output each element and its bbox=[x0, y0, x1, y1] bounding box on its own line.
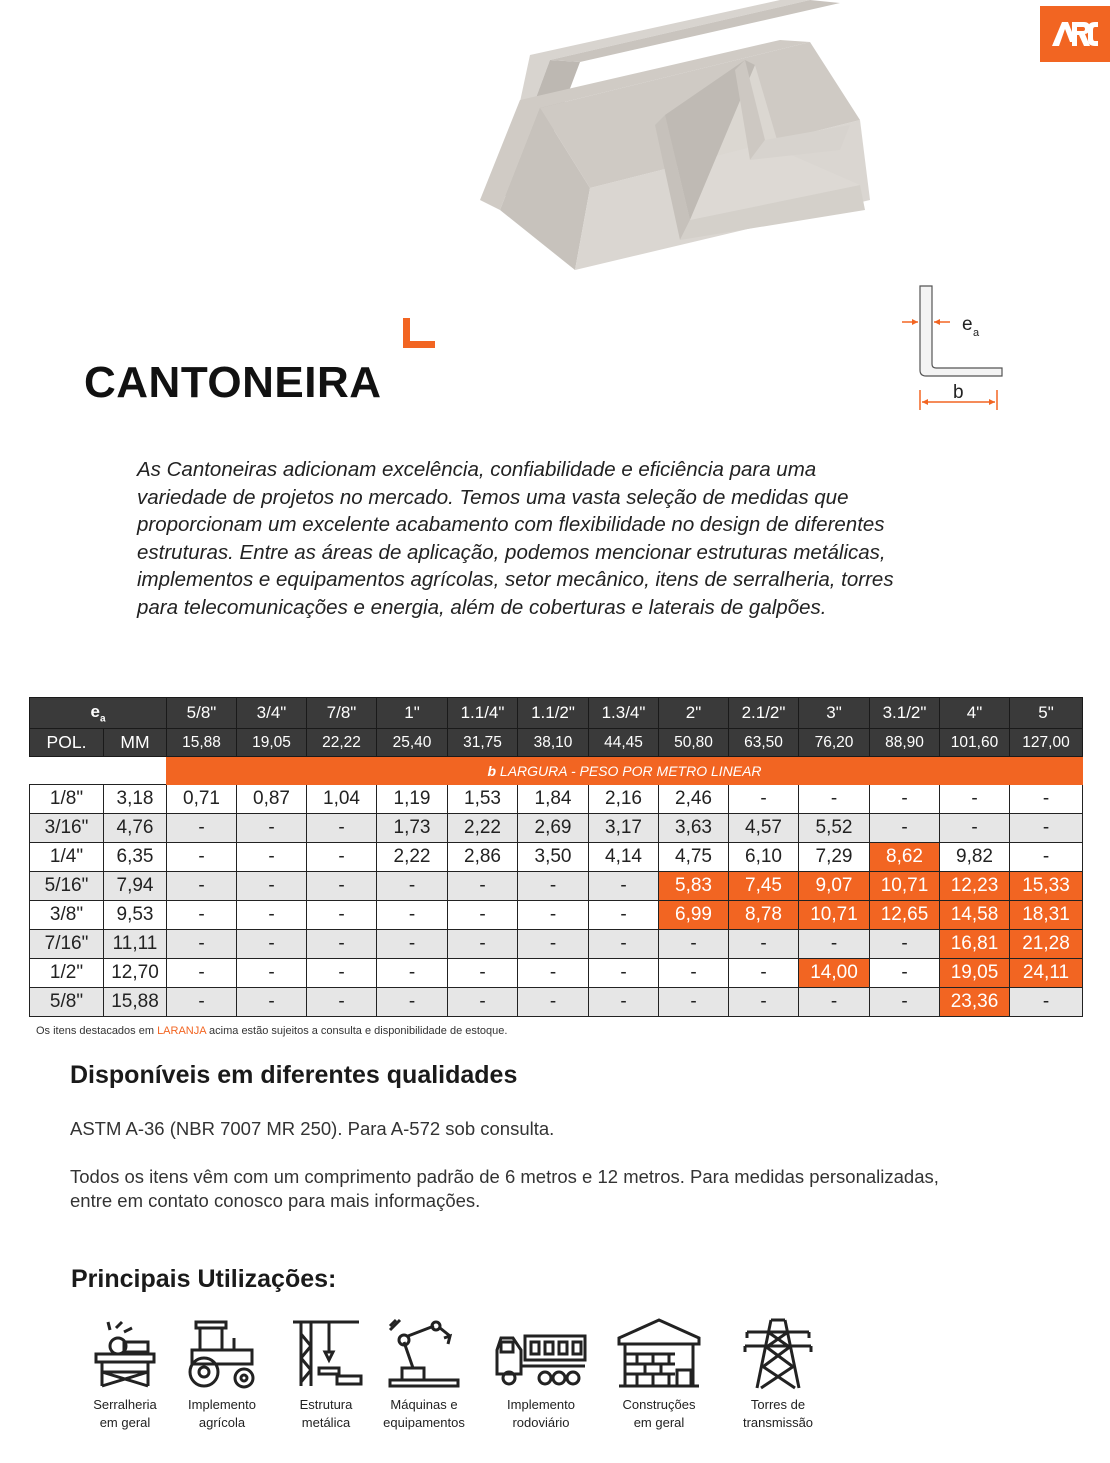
width-inch-header: 5/8" bbox=[167, 698, 237, 729]
width-inch-header: 1" bbox=[377, 698, 448, 729]
use-label: Máquinas e equipamentos bbox=[383, 1397, 465, 1430]
use-item-construcoes bbox=[599, 1316, 719, 1432]
width-mm-header: 50,80 bbox=[659, 729, 729, 757]
l-shape-icon bbox=[403, 318, 435, 348]
thickness-pol-cell: 5/8" bbox=[30, 988, 104, 1017]
header-row-band bbox=[30, 757, 1083, 785]
use-label: Torres de transmissão bbox=[742, 1397, 814, 1430]
weight-cell: 9,82 bbox=[940, 843, 1010, 872]
weight-cell: - bbox=[237, 988, 307, 1017]
weight-cell: - bbox=[589, 930, 659, 959]
width-inch-header: 4" bbox=[940, 698, 1010, 729]
weight-cell: - bbox=[1010, 785, 1083, 814]
weight-cell: - bbox=[167, 988, 237, 1017]
weight-cell: - bbox=[589, 901, 659, 930]
thickness-mm-cell: 3,18 bbox=[104, 785, 167, 814]
width-inch-header: 1.1/4" bbox=[448, 698, 518, 729]
thickness-pol-cell: 1/4" bbox=[30, 843, 104, 872]
weight-cell: 1,19 bbox=[377, 785, 448, 814]
thickness-pol-cell: 1/2" bbox=[30, 959, 104, 988]
use-item-maquinas bbox=[364, 1316, 484, 1432]
weight-cell: - bbox=[167, 872, 237, 901]
width-inch-header: 7/8" bbox=[307, 698, 377, 729]
weight-cell: - bbox=[589, 872, 659, 901]
weight-cell-highlighted: 24,11 bbox=[1010, 959, 1083, 988]
qualities-length-info: Todos os itens vêm com um comprimento padrão de 6 metros e 12 metros. Para medidas personalizadas, entre em contato conosco para mais informações. bbox=[70, 1166, 939, 1211]
weight-cell: - bbox=[1010, 843, 1083, 872]
thickness-header: $e_a$ bbox=[30, 698, 167, 729]
weight-cell: - bbox=[799, 988, 870, 1017]
weight-cell: - bbox=[377, 988, 448, 1017]
weight-cell: - bbox=[518, 930, 589, 959]
weight-cell: - bbox=[307, 814, 377, 843]
width-mm-header: 88,90 bbox=[870, 729, 940, 757]
weight-cell: - bbox=[237, 930, 307, 959]
weight-cell: - bbox=[307, 901, 377, 930]
weight-cell: 4,75 bbox=[659, 843, 729, 872]
weight-cell-highlighted: 23,36 bbox=[940, 988, 1010, 1017]
weight-cell: - bbox=[518, 901, 589, 930]
use-item-torres bbox=[718, 1316, 838, 1432]
weight-cell-highlighted: 9,07 bbox=[799, 872, 870, 901]
robot-arm-icon bbox=[386, 1316, 462, 1390]
thickness-header-sub: a bbox=[99, 713, 106, 725]
weight-cell: 4,57 bbox=[729, 814, 799, 843]
thickness-mm-cell: 7,94 bbox=[104, 872, 167, 901]
weight-cell: - bbox=[448, 901, 518, 930]
table-row bbox=[30, 814, 1083, 843]
note-highlight: LARANJA bbox=[157, 1025, 206, 1037]
weight-cell-highlighted: 19,05 bbox=[940, 959, 1010, 988]
width-mm-header: 15,88 bbox=[167, 729, 237, 757]
note-text-end: acima estão sujeitos a consulta e disponibilidade de estoque. bbox=[205, 1025, 508, 1037]
weight-cell: - bbox=[448, 988, 518, 1017]
weight-cell: - bbox=[870, 930, 940, 959]
weight-cell: - bbox=[729, 959, 799, 988]
weight-cell: 2,69 bbox=[518, 814, 589, 843]
transmission-tower-icon bbox=[741, 1316, 815, 1390]
width-mm-header: 19,05 bbox=[237, 729, 307, 757]
weight-cell-highlighted: 12,65 bbox=[870, 901, 940, 930]
weight-cell-highlighted: 8,62 bbox=[870, 843, 940, 872]
weight-cell: 7,29 bbox=[799, 843, 870, 872]
thickness-label: e bbox=[962, 314, 973, 335]
thickness-mm-cell: 9,53 bbox=[104, 901, 167, 930]
weight-cell: - bbox=[237, 872, 307, 901]
table-row bbox=[30, 959, 1083, 988]
weight-cell-highlighted: 14,00 bbox=[799, 959, 870, 988]
weight-cell: - bbox=[377, 872, 448, 901]
band-text: LARGURA - PESO POR METRO LINEAR bbox=[496, 762, 762, 779]
weight-cell: - bbox=[377, 901, 448, 930]
use-item-implemento-agricola bbox=[162, 1316, 282, 1432]
table-row bbox=[30, 901, 1083, 930]
weight-cell: - bbox=[870, 785, 940, 814]
weight-cell-highlighted: 16,81 bbox=[940, 930, 1010, 959]
weight-cell: 1,53 bbox=[448, 785, 518, 814]
width-mm-header: 63,50 bbox=[729, 729, 799, 757]
weight-cell: - bbox=[307, 930, 377, 959]
width-inch-header: 2.1/2" bbox=[729, 698, 799, 729]
uses-heading: Principais Utilizações: bbox=[71, 1265, 337, 1293]
thickness-mm-cell: 12,70 bbox=[104, 959, 167, 988]
weight-cell-highlighted: 5,83 bbox=[659, 872, 729, 901]
stock-note bbox=[36, 1025, 507, 1037]
qualities-heading: Disponíveis em diferentes qualidades bbox=[70, 1061, 518, 1089]
weight-cell-highlighted: 10,71 bbox=[870, 872, 940, 901]
width-inch-header: 1.3/4" bbox=[589, 698, 659, 729]
pol-header: POL. bbox=[30, 729, 104, 757]
weight-cell: 1,04 bbox=[307, 785, 377, 814]
thickness-mm-cell: 11,11 bbox=[104, 930, 167, 959]
weight-cell: 3,63 bbox=[659, 814, 729, 843]
weight-cell: - bbox=[870, 959, 940, 988]
weight-cell: - bbox=[518, 988, 589, 1017]
warehouse-icon bbox=[615, 1316, 703, 1390]
weight-cell-highlighted: 18,31 bbox=[1010, 901, 1083, 930]
thickness-mm-cell: 6,35 bbox=[104, 843, 167, 872]
weight-cell: - bbox=[448, 872, 518, 901]
width-inch-header: 1.1/2" bbox=[518, 698, 589, 729]
use-label: Estrutura metálica bbox=[299, 1397, 353, 1430]
weight-cell: - bbox=[167, 959, 237, 988]
thickness-mm-cell: 15,88 bbox=[104, 988, 167, 1017]
width-mm-header: 22,22 bbox=[307, 729, 377, 757]
thickness-mm-cell: 4,76 bbox=[104, 814, 167, 843]
width-mm-header: 31,75 bbox=[448, 729, 518, 757]
weight-cell: - bbox=[518, 959, 589, 988]
mm-header: MM bbox=[104, 729, 167, 757]
profile-diagram bbox=[880, 278, 1020, 418]
use-item-implemento-rodoviario bbox=[481, 1316, 601, 1432]
weight-cell: 2,22 bbox=[377, 843, 448, 872]
angle-bars-picture bbox=[480, 0, 880, 280]
weight-cell: - bbox=[870, 988, 940, 1017]
width-mm-header: 44,45 bbox=[589, 729, 659, 757]
header-row-mm bbox=[30, 729, 1083, 757]
weight-cell: - bbox=[589, 959, 659, 988]
weight-cell: 2,16 bbox=[589, 785, 659, 814]
width-mm-header: 76,20 bbox=[799, 729, 870, 757]
weight-cell: 2,86 bbox=[448, 843, 518, 872]
weight-cell: 5,52 bbox=[799, 814, 870, 843]
weight-cell-highlighted: 8,78 bbox=[729, 901, 799, 930]
weight-cell: - bbox=[1010, 988, 1083, 1017]
weight-cell: - bbox=[307, 872, 377, 901]
weight-cell: - bbox=[589, 988, 659, 1017]
weight-cell-highlighted: 15,33 bbox=[1010, 872, 1083, 901]
weight-cell: 3,17 bbox=[589, 814, 659, 843]
width-mm-header: 101,60 bbox=[940, 729, 1010, 757]
weight-cell: - bbox=[448, 930, 518, 959]
weight-cell: 0,71 bbox=[167, 785, 237, 814]
weight-cell: - bbox=[659, 959, 729, 988]
table-row bbox=[30, 785, 1083, 814]
weight-cell: - bbox=[167, 901, 237, 930]
weight-cell: - bbox=[940, 814, 1010, 843]
width-mm-header: 127,00 bbox=[1010, 729, 1083, 757]
weight-cell: 4,14 bbox=[589, 843, 659, 872]
weight-cell-highlighted: 12,23 bbox=[940, 872, 1010, 901]
weight-cell: 0,87 bbox=[237, 785, 307, 814]
weight-cell-highlighted: 14,58 bbox=[940, 901, 1010, 930]
weight-cell: - bbox=[448, 959, 518, 988]
intro-paragraph: As Cantoneiras adicionam excelência, confiabilidade e eficiência para uma variedade de projetos no mercado. Temos uma vasta seleção de medidas que proporcionam um excelente acabamento com flexibilidade no design de diferentes estruturas. Entre as áreas de aplicação, podemos mencionar estruturas metálicas, implementos e equipamentos agrícolas, setor mecânico, itens de serralheria, torres para telecomunicações e energia, além de coberturas e laterais de galpões. bbox=[137, 458, 894, 619]
weight-cell: - bbox=[729, 930, 799, 959]
width-inch-header: 2" bbox=[659, 698, 729, 729]
weight-cell: 2,22 bbox=[448, 814, 518, 843]
table-row bbox=[30, 988, 1083, 1017]
weight-cell: - bbox=[237, 843, 307, 872]
weight-cell: 6,10 bbox=[729, 843, 799, 872]
weight-cell: - bbox=[799, 930, 870, 959]
width-weight-band bbox=[167, 757, 1083, 785]
width-mm-header: 38,10 bbox=[518, 729, 589, 757]
weight-cell: - bbox=[799, 785, 870, 814]
weight-cell: - bbox=[377, 930, 448, 959]
use-label: Implemento agrícola bbox=[188, 1397, 256, 1430]
weight-cell: - bbox=[307, 843, 377, 872]
note-text: Os itens destacados em bbox=[36, 1025, 158, 1037]
serralheria-icon bbox=[88, 1316, 162, 1390]
weight-cell: - bbox=[377, 959, 448, 988]
weight-cell: - bbox=[729, 988, 799, 1017]
width-inch-header: 3" bbox=[799, 698, 870, 729]
thickness-pol-cell: 3/16" bbox=[30, 814, 104, 843]
page-title: CANTONEIRA bbox=[84, 358, 382, 407]
spec-table bbox=[29, 697, 1083, 1017]
width-inch-header: 3.1/2" bbox=[870, 698, 940, 729]
weight-cell: - bbox=[518, 872, 589, 901]
thickness-pol-cell: 7/16" bbox=[30, 930, 104, 959]
table-row bbox=[30, 872, 1083, 901]
qualities-standard: ASTM A-36 (NBR 7007 MR 250). Para A-572 sob consulta. bbox=[70, 1118, 555, 1139]
weight-cell-highlighted: 10,71 bbox=[799, 901, 870, 930]
weight-cell-highlighted: 21,28 bbox=[1010, 930, 1083, 959]
weight-cell: - bbox=[307, 959, 377, 988]
weight-cell: - bbox=[167, 843, 237, 872]
weight-cell-highlighted: 7,45 bbox=[729, 872, 799, 901]
brand-logo bbox=[1040, 6, 1110, 62]
thickness-pol-cell: 3/8" bbox=[30, 901, 104, 930]
weight-cell: - bbox=[870, 814, 940, 843]
table-row bbox=[30, 843, 1083, 872]
weight-cell: - bbox=[237, 901, 307, 930]
width-inch-header: 5" bbox=[1010, 698, 1083, 729]
weight-cell: - bbox=[1010, 814, 1083, 843]
crane-icon bbox=[289, 1316, 363, 1390]
weight-cell: - bbox=[237, 959, 307, 988]
use-label: Implemento rodoviário bbox=[507, 1397, 575, 1430]
width-inch-header: 3/4" bbox=[237, 698, 307, 729]
logo-icon bbox=[1050, 18, 1100, 50]
weight-cell: 1,73 bbox=[377, 814, 448, 843]
tractor-icon bbox=[182, 1316, 262, 1390]
weight-cell: 1,84 bbox=[518, 785, 589, 814]
weight-cell-highlighted: 6,99 bbox=[659, 901, 729, 930]
thickness-pol-cell: 1/8" bbox=[30, 785, 104, 814]
band-spacer bbox=[30, 757, 167, 785]
thickness-pol-cell: 5/16" bbox=[30, 872, 104, 901]
weight-cell: - bbox=[729, 785, 799, 814]
weight-cell: - bbox=[167, 814, 237, 843]
header-row-inch bbox=[30, 698, 1083, 729]
weight-cell: - bbox=[940, 785, 1010, 814]
weight-cell: - bbox=[659, 988, 729, 1017]
band-b-label: b bbox=[487, 762, 497, 779]
truck-icon bbox=[493, 1316, 589, 1390]
thickness-sub-label: a bbox=[973, 327, 980, 339]
width-label: b bbox=[953, 382, 964, 403]
use-label: Serralheria em geral bbox=[93, 1397, 157, 1430]
width-mm-header: 25,40 bbox=[377, 729, 448, 757]
weight-cell: - bbox=[307, 988, 377, 1017]
weight-cell: - bbox=[237, 814, 307, 843]
weight-cell: - bbox=[167, 930, 237, 959]
weight-cell: 3,50 bbox=[518, 843, 589, 872]
weight-cell: 2,46 bbox=[659, 785, 729, 814]
table-row bbox=[30, 930, 1083, 959]
weight-cell: - bbox=[659, 930, 729, 959]
use-label: Construções em geral bbox=[622, 1397, 696, 1430]
